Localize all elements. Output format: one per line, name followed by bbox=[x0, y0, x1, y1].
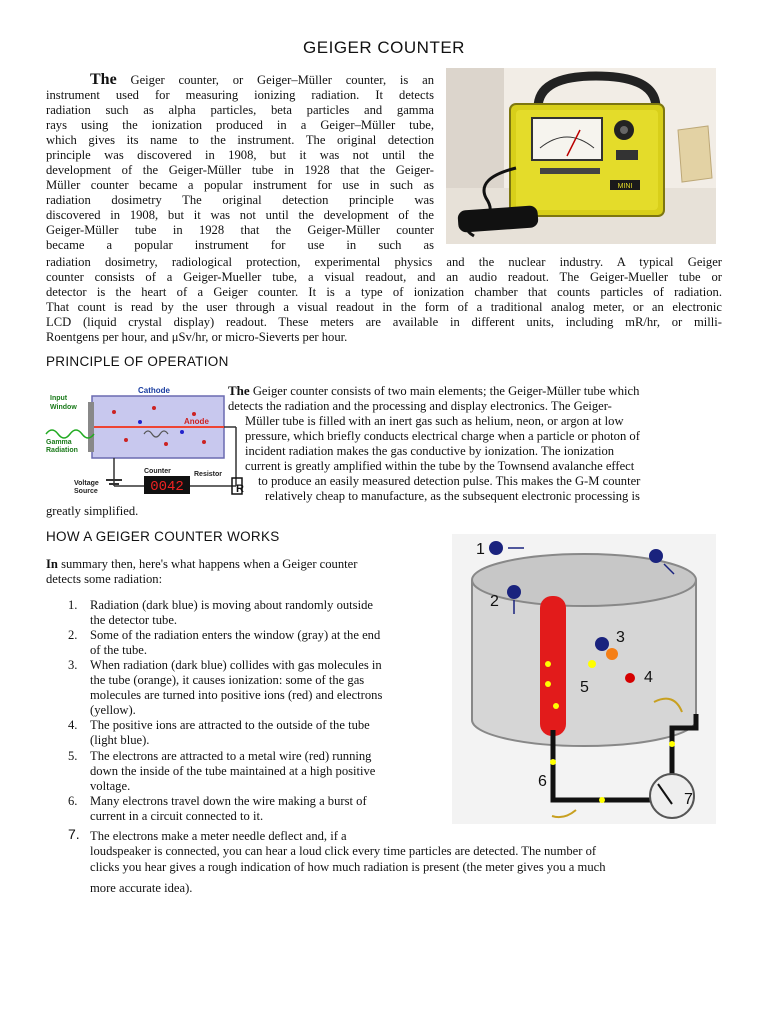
how-intro-line: detects some radiation: bbox=[46, 572, 163, 586]
item7-number: 7. bbox=[68, 826, 80, 842]
source-label: Source bbox=[74, 488, 98, 495]
figure-number-2: 2 bbox=[490, 593, 499, 610]
list-item: 4. The positive ions are attracted to the outside of the tube (light blue). bbox=[68, 718, 370, 747]
principle-dropcap: The bbox=[228, 383, 250, 398]
page-title: GEIGER COUNTER bbox=[303, 38, 465, 57]
principle-line: relatively cheap to manufacture, as the subsequent electronic processing is bbox=[265, 489, 640, 503]
intro-line: Roentgens per hour, and μSv/hr, or micro-Sieverts per hour. bbox=[46, 330, 348, 344]
resistor-label: Resistor bbox=[194, 471, 223, 478]
list-item: 3. When radiation (dark blue) collides with gas molecules in the tube (orange), it causes ionization: some of the gas molecules are turned into positive ions (red) and electrons (yellow). bbox=[68, 658, 383, 717]
intro-line: radiation such as alpha particles, beta particles and gamma bbox=[46, 103, 434, 117]
intro-line: development of the Geiger-Müller tube in 1928 that the Geiger- bbox=[46, 163, 434, 177]
how-intro-line: In summary then, here's what happens when a Geiger counter bbox=[46, 557, 358, 571]
intro-line: discovered in 1908, but it was not until the development of the bbox=[46, 208, 434, 222]
intro-line: Müller counter became a popular instrument for use in such as bbox=[46, 178, 434, 192]
geiger-counter-illustration bbox=[446, 68, 716, 244]
window-label: Window bbox=[50, 404, 77, 411]
principle-line: current is greatly amplified within the tube by the Townsend avalanche effect bbox=[245, 459, 635, 473]
principle-line: greatly simplified. bbox=[46, 504, 139, 518]
item7-line: loudspeaker is connected, you can hear a loud click every time particles are detected. The number of bbox=[90, 844, 597, 858]
principle-line: to produce an easily measured detection pulse. This makes the G-M counter bbox=[258, 474, 641, 488]
intro-dropcap: The bbox=[90, 71, 117, 88]
item7-line: The electrons make a meter needle deflect and, if a bbox=[90, 829, 347, 843]
intro-line: which gives its name to the instrument. The original detection bbox=[46, 133, 434, 147]
figure-number-4: 4 bbox=[644, 669, 653, 686]
principle-line: The Geiger counter consists of two main elements; the Geiger-Müller tube which bbox=[228, 383, 640, 398]
r-label: R bbox=[236, 483, 244, 495]
intro-line: counter consists of a Geiger-Mueller tube, a visual readout, and an audio readout. The Geiger-Mueller tube or bbox=[46, 270, 722, 284]
how-intro-bold: In bbox=[46, 557, 58, 571]
figure-number-6: 6 bbox=[538, 773, 547, 790]
intro-line: LCD (liquid crystal display) readout. These meters are available in different units, including mR/hr, or milli- bbox=[46, 315, 722, 329]
item7-line: more accurate idea). bbox=[90, 881, 193, 895]
intro-full-paragraph bbox=[46, 255, 722, 345]
principle-line: pressure, which briefly conducts electrical charge when a particle or photon of bbox=[245, 429, 640, 443]
voltage-label: Voltage bbox=[74, 480, 99, 487]
intro-line: detector is the heart of a Geiger counter. It is a type of ionization chamber that counts particles of radiation. bbox=[46, 285, 722, 299]
item7-line: clicks you hear gives a rough indication of how much radiation is present (the meter gives you a much bbox=[90, 860, 606, 874]
gamma-label: Gamma bbox=[46, 439, 72, 446]
figure-number-3: 3 bbox=[616, 629, 625, 646]
cathode-label: Cathode bbox=[138, 386, 170, 395]
list-item: 1. Radiation (dark blue) is moving about randomly outside the detector tube. bbox=[68, 598, 373, 627]
intro-line: rays using the ionization produced in a Geiger–Müller tube, bbox=[46, 118, 434, 132]
principle-line: incident radiation makes the gas conductive by ionization. The ionization bbox=[245, 444, 615, 458]
list-item: 6. Many electrons travel down the wire making a burst of current in a circuit connected to it. bbox=[68, 794, 367, 823]
intro-line: instrument used for measuring ionizing radiation. It detects bbox=[46, 88, 434, 102]
brand-label: MINI bbox=[617, 183, 633, 190]
geiger-tube-illustration bbox=[452, 534, 716, 824]
intro-line: radiation dosimetry The original detection principle was bbox=[46, 193, 434, 207]
radiation-label: Radiation bbox=[46, 447, 78, 454]
how-heading: HOW A GEIGER COUNTER WORKS bbox=[46, 529, 280, 544]
figure-number-1: 1 bbox=[476, 541, 485, 558]
steps-list bbox=[68, 598, 490, 824]
figure-number-7: 7 bbox=[684, 791, 693, 808]
principle-line: Müller tube is filled with an inert gas such as helium, neon, or argon at low bbox=[245, 414, 624, 428]
figure-number-5: 5 bbox=[580, 679, 589, 696]
intro-line: Geiger-Müller tube in 1928 that the Geiger-Müller counter bbox=[46, 223, 434, 237]
principle-line: detects the radiation and the processing and display electronics. The Geiger- bbox=[228, 399, 612, 413]
input-label: Input bbox=[50, 395, 68, 402]
counter-label: Counter bbox=[144, 468, 171, 475]
intro-line: became a popular instrument for use in such as bbox=[46, 238, 434, 252]
how-it-works-figure bbox=[452, 534, 716, 824]
principle-heading: PRINCIPLE OF OPERATION bbox=[46, 354, 229, 369]
intro-paragraph bbox=[46, 72, 434, 253]
anode-label: Anode bbox=[184, 417, 209, 426]
list-item: 5. The electrons are attracted to a metal wire (red) running down the inside of the tube maintained at a high positive voltage. bbox=[68, 749, 376, 793]
intro-line: radiation dosimetry, radiological protection, experimental physics and the nuclear industry. A typical Geiger bbox=[46, 255, 722, 269]
list-item: 2. Some of the radiation enters the window (gray) at the end of the tube. bbox=[68, 628, 381, 657]
intro-line: The Geiger counter, or Geiger–Müller counter, is an bbox=[90, 71, 434, 88]
intro-line: That count is read by the user through a visual readout in the form of a traditional analog meter, or an electronic bbox=[46, 300, 722, 314]
geiger-counter-photo bbox=[446, 68, 716, 244]
intro-line: principle was discovered in 1908, but it was not until the bbox=[46, 148, 434, 162]
counter-display: 0042 bbox=[150, 479, 184, 495]
tube-schematic bbox=[44, 382, 244, 500]
geiger-tube-diagram bbox=[44, 382, 244, 500]
